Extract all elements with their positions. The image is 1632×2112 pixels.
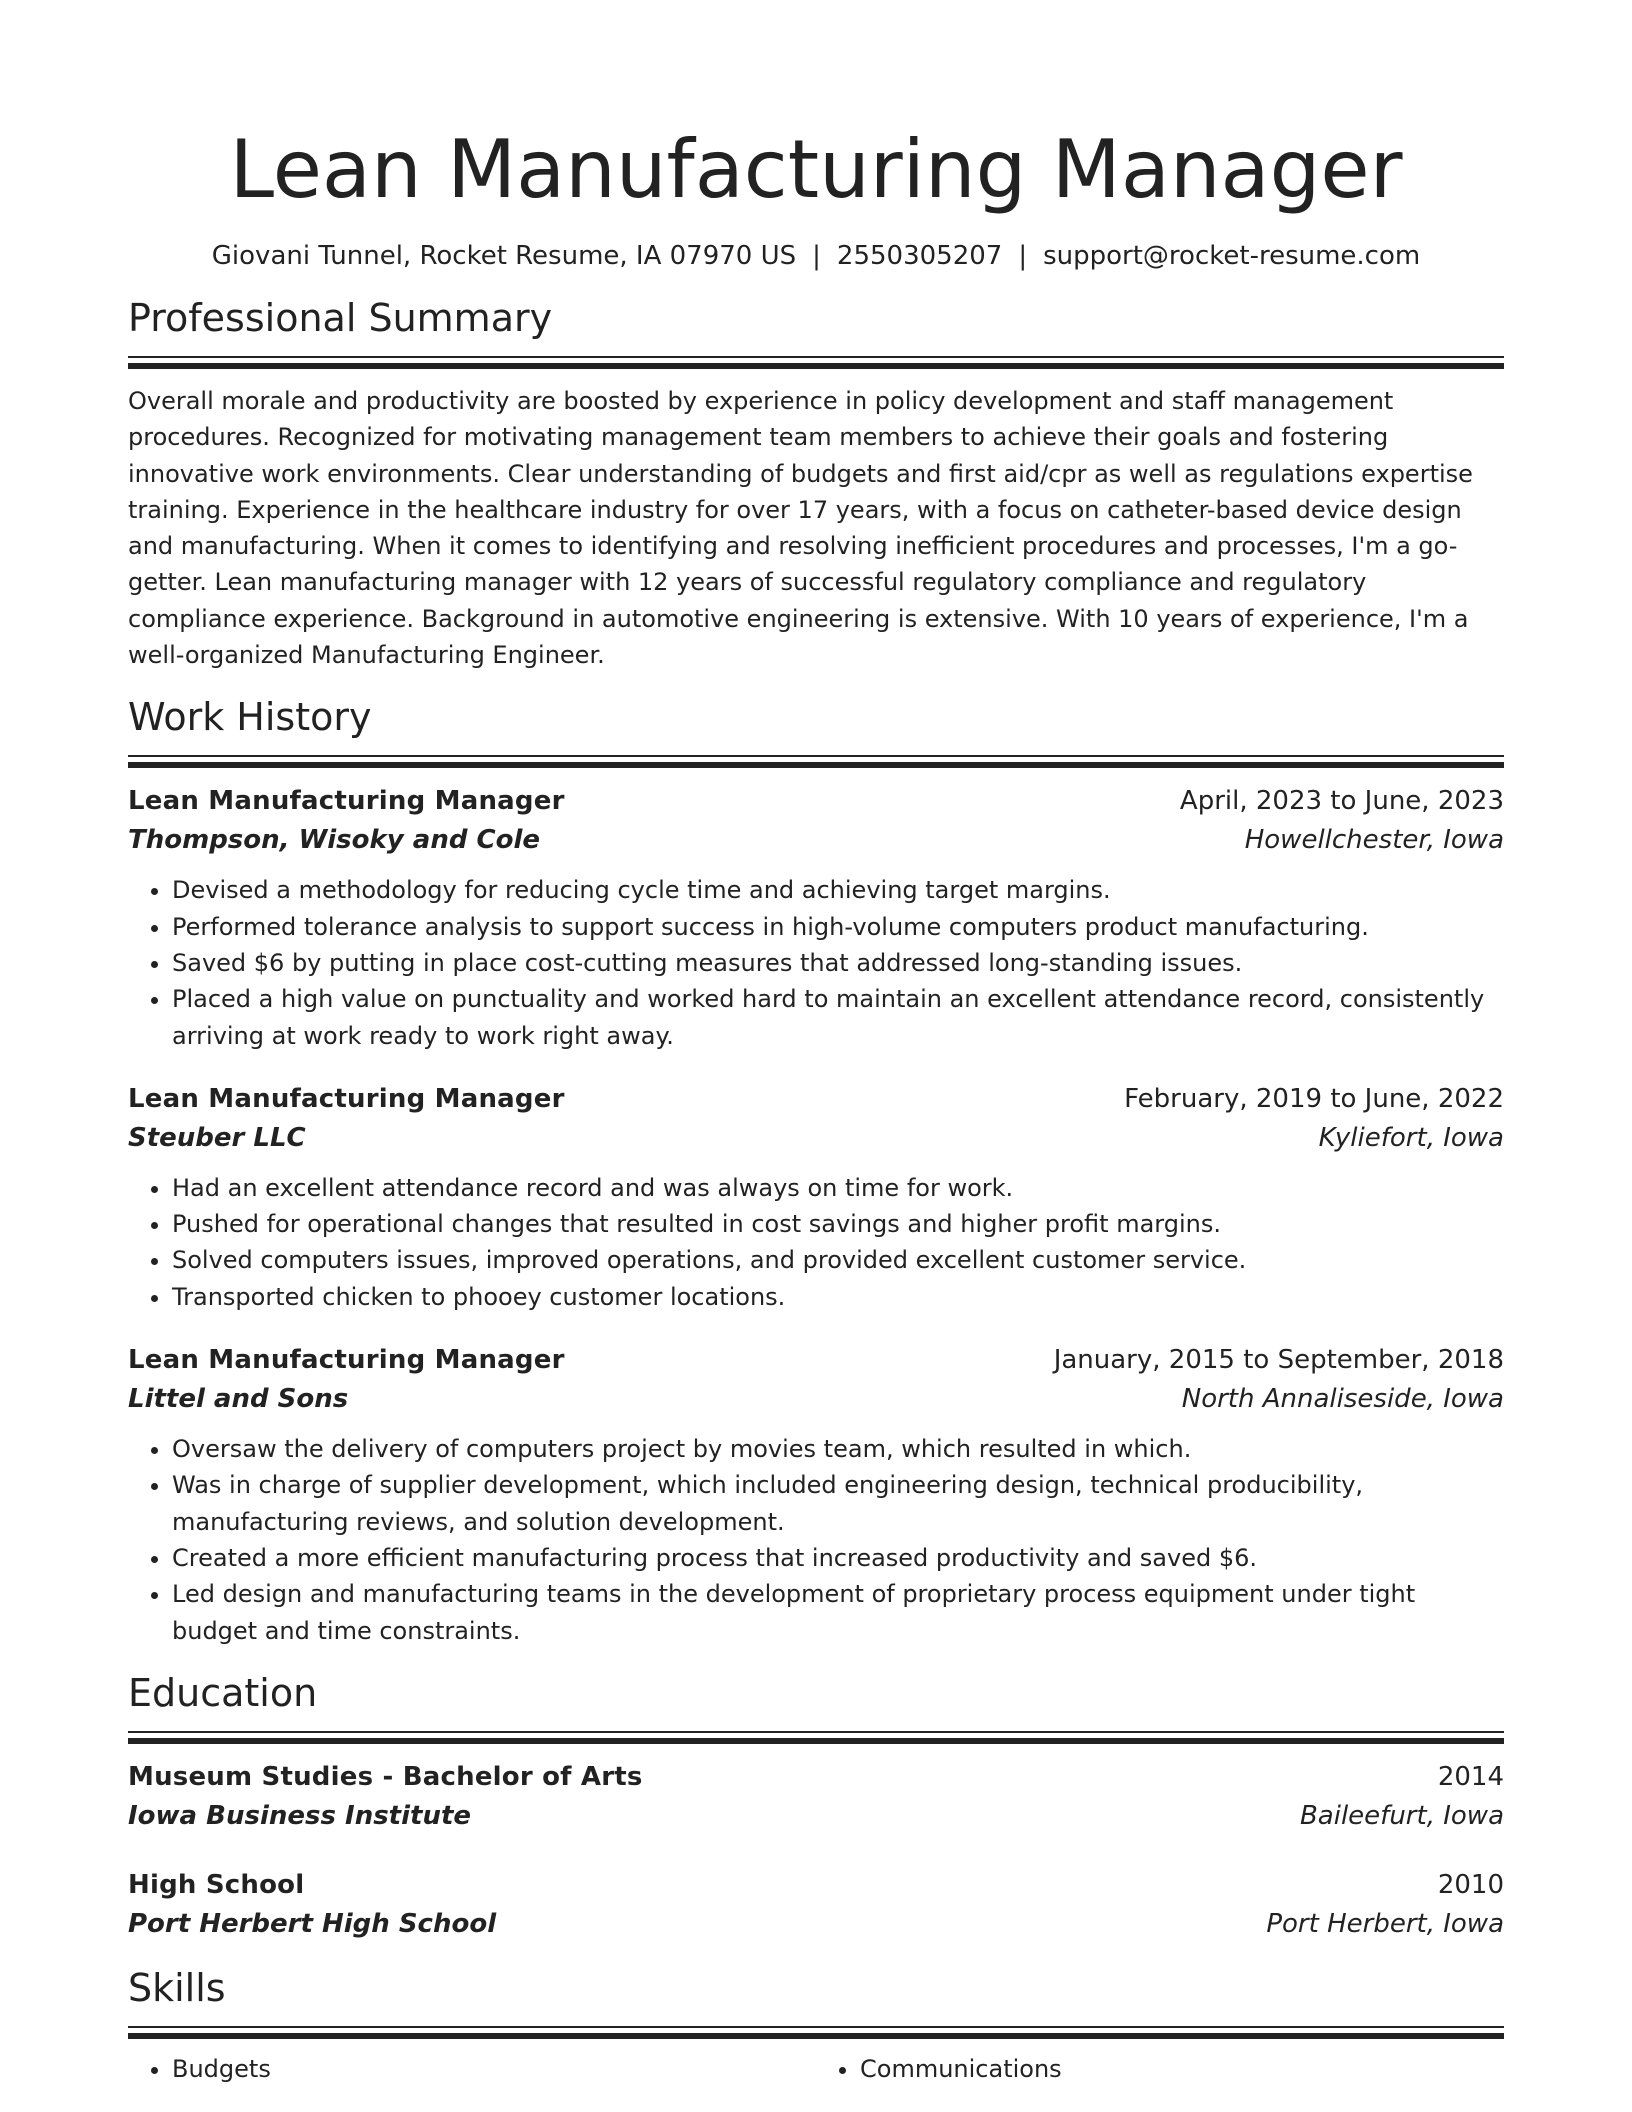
section-heading-summary: Professional Summary — [128, 296, 553, 340]
job-dates: April, 2023 to June, 2023 — [1179, 786, 1504, 817]
school-name: Iowa Business Institute — [128, 1800, 472, 1831]
skills-column-right — [816, 2051, 1504, 2087]
job-dates: January, 2015 to September, 2018 — [1053, 1345, 1504, 1376]
bullet-item: • Devised a methodology for reducing cycle time and achieving target margins. — [172, 872, 1504, 908]
job-entry — [128, 782, 1504, 1053]
school-location: Port Herbert, Iowa — [1266, 1908, 1504, 1939]
bullet-item: • Solved computers issues, improved operations, and provided excellent customer service. — [172, 1242, 1504, 1278]
section-divider — [128, 755, 1504, 768]
job-title: Lean Manufacturing Manager — [128, 1083, 565, 1114]
skills-section — [128, 1964, 1504, 2087]
bullet-item: • Placed a high value on punctuality and worked hard to maintain an excellent attendance record, consistently arriving at work ready to work right away. — [172, 981, 1504, 1054]
contact-email: support@rocket-resume.com — [1043, 241, 1421, 271]
graduation-year: 2014 — [1437, 1761, 1504, 1792]
job-bullets — [128, 1170, 1504, 1315]
job-bullets — [128, 872, 1504, 1053]
education-section — [128, 1669, 1504, 1944]
job-entry — [128, 1341, 1504, 1649]
contact-line — [128, 238, 1504, 274]
section-divider — [128, 1731, 1504, 1744]
bullet-item: • Had an excellent attendance record and was always on time for work. — [172, 1170, 1504, 1206]
contact-separator: | — [1018, 241, 1028, 271]
bullet-item: • Transported chicken to phooey customer locations. — [172, 1279, 1504, 1315]
company-name: Steuber LLC — [128, 1122, 306, 1153]
skills-column-left — [128, 2051, 816, 2087]
job-location: North Annaliseside, Iowa — [1181, 1384, 1504, 1415]
section-heading-work-history: Work History — [128, 695, 372, 740]
degree-name: Museum Studies - Bachelor of Arts — [128, 1761, 643, 1792]
work-history-section — [128, 693, 1504, 1648]
education-entry — [128, 1866, 1504, 1944]
bullet-item: • Pushed for operational changes that resulted in cost savings and higher profit margins. — [172, 1206, 1504, 1242]
section-heading-education: Education — [128, 1670, 318, 1715]
school-name: Port Herbert High School — [128, 1908, 497, 1939]
job-title: Lean Manufacturing Manager — [128, 1345, 565, 1376]
degree-name: High School — [128, 1869, 305, 1900]
graduation-year: 2010 — [1437, 1869, 1504, 1900]
skill-item: • Budgets — [172, 2051, 816, 2087]
resume-page — [128, 120, 1504, 2087]
job-entry — [128, 1080, 1504, 1315]
summary-text: Overall morale and productivity are boosted by experience in policy development and staff management procedures. Recognized for motivating management team members to achieve their goals and fostering innovative work environments. Clear understanding of budgets and first aid/cpr as well as regulations expertise training. Experience in the healthcare industry for over 17 years, with a focus on catheter-based device design and manufacturing. When it comes to identifying and resolving inefficient procedures and processes, I'm a go-getter. Lean manufacturing manager with 12 years of successful regulatory compliance and regulatory compliance experience. Background in automotive engineering is extensive. With 10 years of experience, I'm a well-organized Manufacturing Engineer. — [128, 387, 1473, 670]
bullet-item: • Created a more efficient manufacturing process that increased productivity and saved $6. — [172, 1540, 1504, 1576]
company-name: Littel and Sons — [128, 1384, 349, 1415]
job-location: Howellchester, Iowa — [1244, 825, 1504, 856]
contact-address: Giovani Tunnel, Rocket Resume, IA 07970 US — [211, 241, 797, 271]
section-divider — [128, 356, 1504, 369]
bullet-item: • Led design and manufacturing teams in the development of proprietary process equipment under tight budget and time constraints. — [172, 1576, 1504, 1649]
company-name: Thompson, Wisoky and Cole — [128, 825, 541, 856]
summary-section — [128, 294, 1504, 673]
resume-title: Lean Manufacturing Manager — [229, 123, 1403, 216]
job-dates: February, 2019 to June, 2022 — [1124, 1083, 1504, 1114]
contact-phone: 2550305207 — [836, 241, 1003, 271]
job-location: Kyliefort, Iowa — [1318, 1122, 1504, 1153]
school-location: Baileefurt, Iowa — [1299, 1800, 1504, 1831]
skills-grid — [128, 2051, 1504, 2087]
bullet-item: • Was in charge of supplier development, which included engineering design, technical producibility, manufacturing reviews, and solution development. — [172, 1467, 1504, 1540]
bullet-item: • Oversaw the delivery of computers project by movies team, which resulted in which. — [172, 1431, 1504, 1467]
contact-separator: | — [812, 241, 821, 271]
education-entry — [128, 1758, 1504, 1836]
section-heading-skills: Skills — [128, 1965, 226, 2010]
skill-item: • Communications — [860, 2051, 1504, 2087]
bullet-item: • Saved $6 by putting in place cost-cutting measures that addressed long-standing issues. — [172, 945, 1504, 981]
job-title: Lean Manufacturing Manager — [128, 786, 565, 817]
bullet-item: • Performed tolerance analysis to support success in high-volume computers product manufacturing. — [172, 909, 1504, 945]
section-divider — [128, 2026, 1504, 2039]
job-bullets — [128, 1431, 1504, 1649]
